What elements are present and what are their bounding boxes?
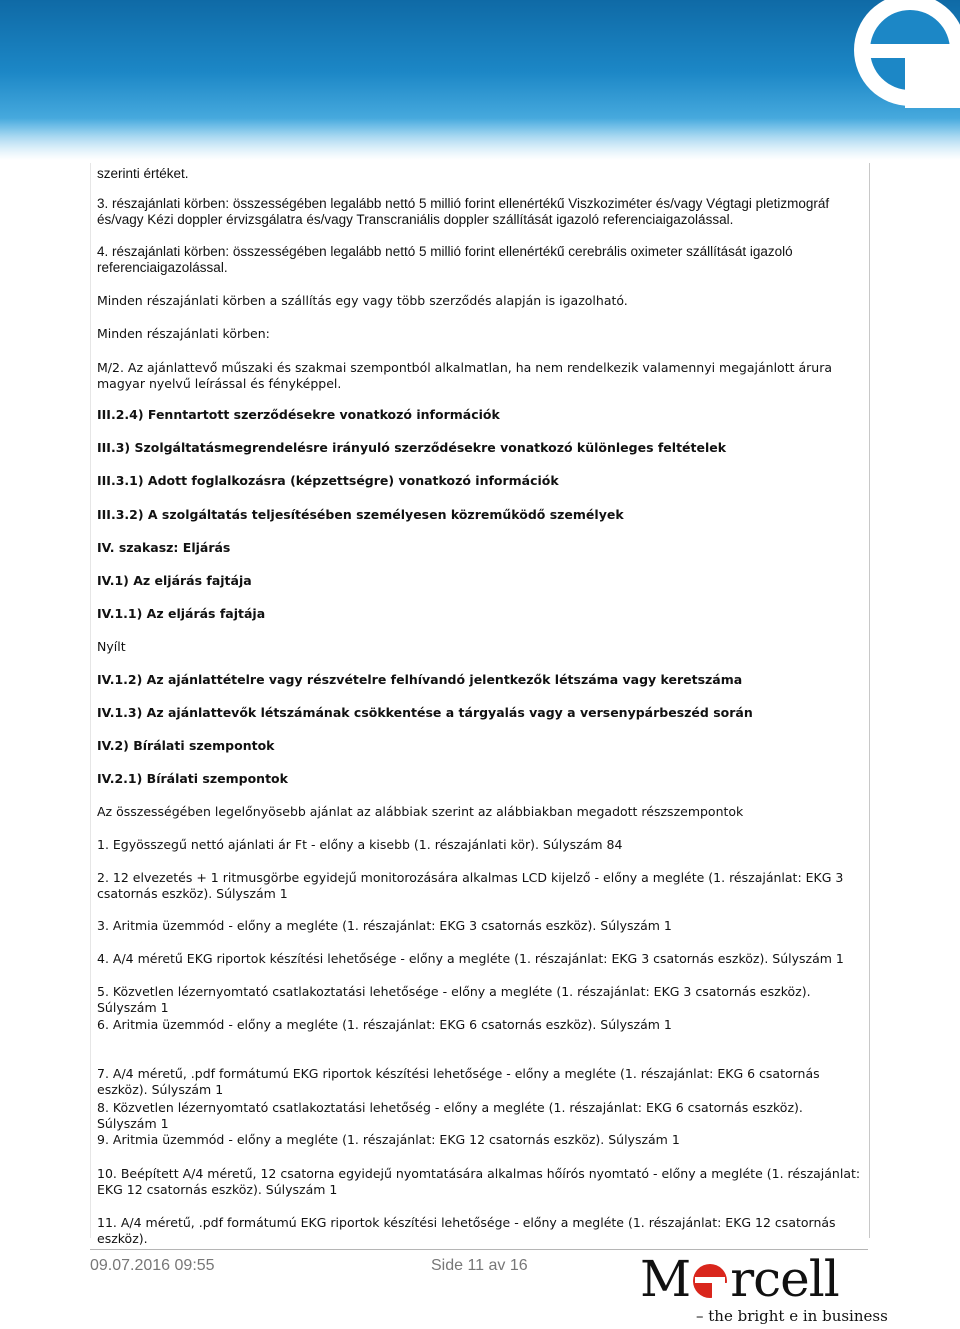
logo-wordmark bbox=[640, 1252, 839, 1306]
paragraph: III.3.2) A szolgáltatás teljesítésében személyesen közreműködő személyek bbox=[97, 507, 624, 522]
header-fade bbox=[0, 118, 960, 160]
paragraph: 5. Közvetlen lézernyomtató csatlakoztatási lehetősége - előny a megléte (1. részajánlat: EKG 3 csatornás eszköz). Súlyszám 1 bbox=[97, 984, 811, 1015]
paragraph: IV.1) Az eljárás fajtája bbox=[97, 573, 252, 588]
paragraph: 1. Egyösszegű nettó ajánlati ár Ft - előny a kisebb (1. részajánlati kör). Súlyszám 84 bbox=[97, 837, 623, 852]
mercell-logo bbox=[640, 1250, 888, 1327]
logo-word-rcell: rcell bbox=[730, 1250, 839, 1308]
paragraph: IV.2) Bírálati szempontok bbox=[97, 738, 275, 753]
paragraph: 8. Közvetlen lézernyomtató csatlakoztatási lehetőség - előny a megléte (1. részajánlat: EKG 6 csatornás eszköz). Súlyszám 1 bbox=[97, 1100, 803, 1131]
paragraph: Az összességében legelőnyösebb ajánlat az alábbiak szerint az alábbiakban megadott részszempontok bbox=[97, 804, 744, 819]
paragraph: III.2.4) Fenntartott szerződésekre vonatkozó információk bbox=[97, 407, 500, 422]
paragraph: 7. A/4 méretű, .pdf formátumú EKG riportok készítési lehetősége - előny a megléte (1. részajánlat: EKG 6 csatornás eszköz). Súlyszám 1 bbox=[97, 1066, 820, 1097]
document-body bbox=[90, 163, 870, 1246]
paragraph: III.3) Szolgáltatásmegrendelésre irányuló szerződésekre vonatkozó különleges feltételek bbox=[97, 440, 727, 455]
footer-date: 09.07.2016 09:55 bbox=[90, 1257, 215, 1274]
paragraph: IV.1.2) Az ajánlattételre vagy részvételre felhívandó jelentkezők létszáma vagy keretszáma bbox=[97, 672, 743, 687]
paragraph: szerinti értéket. bbox=[97, 166, 189, 181]
paragraph: 4. A/4 méretű EKG riportok készítési lehetősége - előny a megléte (1. részajánlat: EKG 3 csatornás eszköz). Súlyszám 1 bbox=[97, 951, 844, 966]
paragraph: 3. Aritmia üzemmód - előny a megléte (1. részajánlat: EKG 3 csatornás eszköz). Súlyszám 1 bbox=[97, 918, 672, 933]
paragraph: 2. 12 elvezetés + 1 ritmusgörbe egyidejű monitorozására alkalmas LCD kijelző - előny a megléte (1. részajánlat: EKG 3 csatornás eszköz). Súlyszám 1 bbox=[97, 870, 844, 901]
footer-page-number: Side 11 av 16 bbox=[431, 1257, 528, 1274]
paragraph: IV.1.1) Az eljárás fajtája bbox=[97, 606, 266, 621]
logo-e-icon bbox=[690, 1259, 730, 1299]
paragraph: IV.1.3) Az ajánlattevők létszámának csökkentése a tárgyalás vagy a versenypárbeszéd során bbox=[97, 705, 753, 720]
paragraph: Minden részajánlati körben a szállítás egy vagy több szerződés alapján is igazolható. bbox=[97, 293, 628, 308]
paragraph: 9. Aritmia üzemmód - előny a megléte (1. részajánlat: EKG 12 csatornás eszköz). Súlyszám 1 bbox=[97, 1132, 680, 1147]
paragraph: IV. szakasz: Eljárás bbox=[97, 540, 231, 555]
paragraph: 10. Beépített A/4 méretű, 12 csatorna egyidejű nyomtatására alkalmas hőírós nyomtató - előny a megléte (1. részajánlat: EKG 12 csatornás eszköz). Súlyszám 1 bbox=[97, 1166, 861, 1197]
paragraph: IV.2.1) Bírálati szempontok bbox=[97, 771, 288, 786]
logo-word-m: M bbox=[640, 1250, 691, 1308]
brand-e-icon bbox=[810, 0, 960, 110]
paragraph: 6. Aritmia üzemmód - előny a megléte (1. részajánlat: EKG 6 csatornás eszköz). Súlyszám 1 bbox=[97, 1017, 672, 1032]
paragraph: M/2. Az ajánlattevő műszaki és szakmai szempontból alkalmatlan, ha nem rendelkezik valamennyi megajánlott árura magyar nyelvű leírással és fényképpel. bbox=[97, 360, 832, 391]
paragraph: Nyílt bbox=[97, 639, 126, 654]
paragraph: 11. A/4 méretű, .pdf formátumú EKG riportok készítési lehetősége - előny a megléte (1. részajánlat: EKG 12 csatornás eszköz). bbox=[97, 1215, 836, 1246]
paragraph: 3. részajánlati körben: összességében legalább nettó 5 millió forint ellenértékű Viszkoziméter és/vagy Végtagi pletizmográf és/vagy Kézi doppler érvizsgálatra és/vagy Transcraniális doppler szállítását igazoló referenciaigazolással. bbox=[97, 196, 830, 227]
paragraph: 4. részajánlati körben: összességében legalább nettó 5 millió forint ellenértékű cerebrális oximeter szállítását igazoló referenciaigazolással. bbox=[97, 244, 793, 275]
paragraph: III.3.1) Adott foglalkozásra (képzettségre) vonatkozó információk bbox=[97, 473, 559, 488]
logo-tagline: – the bright e in business bbox=[696, 1307, 888, 1325]
paragraph: Minden részajánlati körben: bbox=[97, 326, 270, 341]
